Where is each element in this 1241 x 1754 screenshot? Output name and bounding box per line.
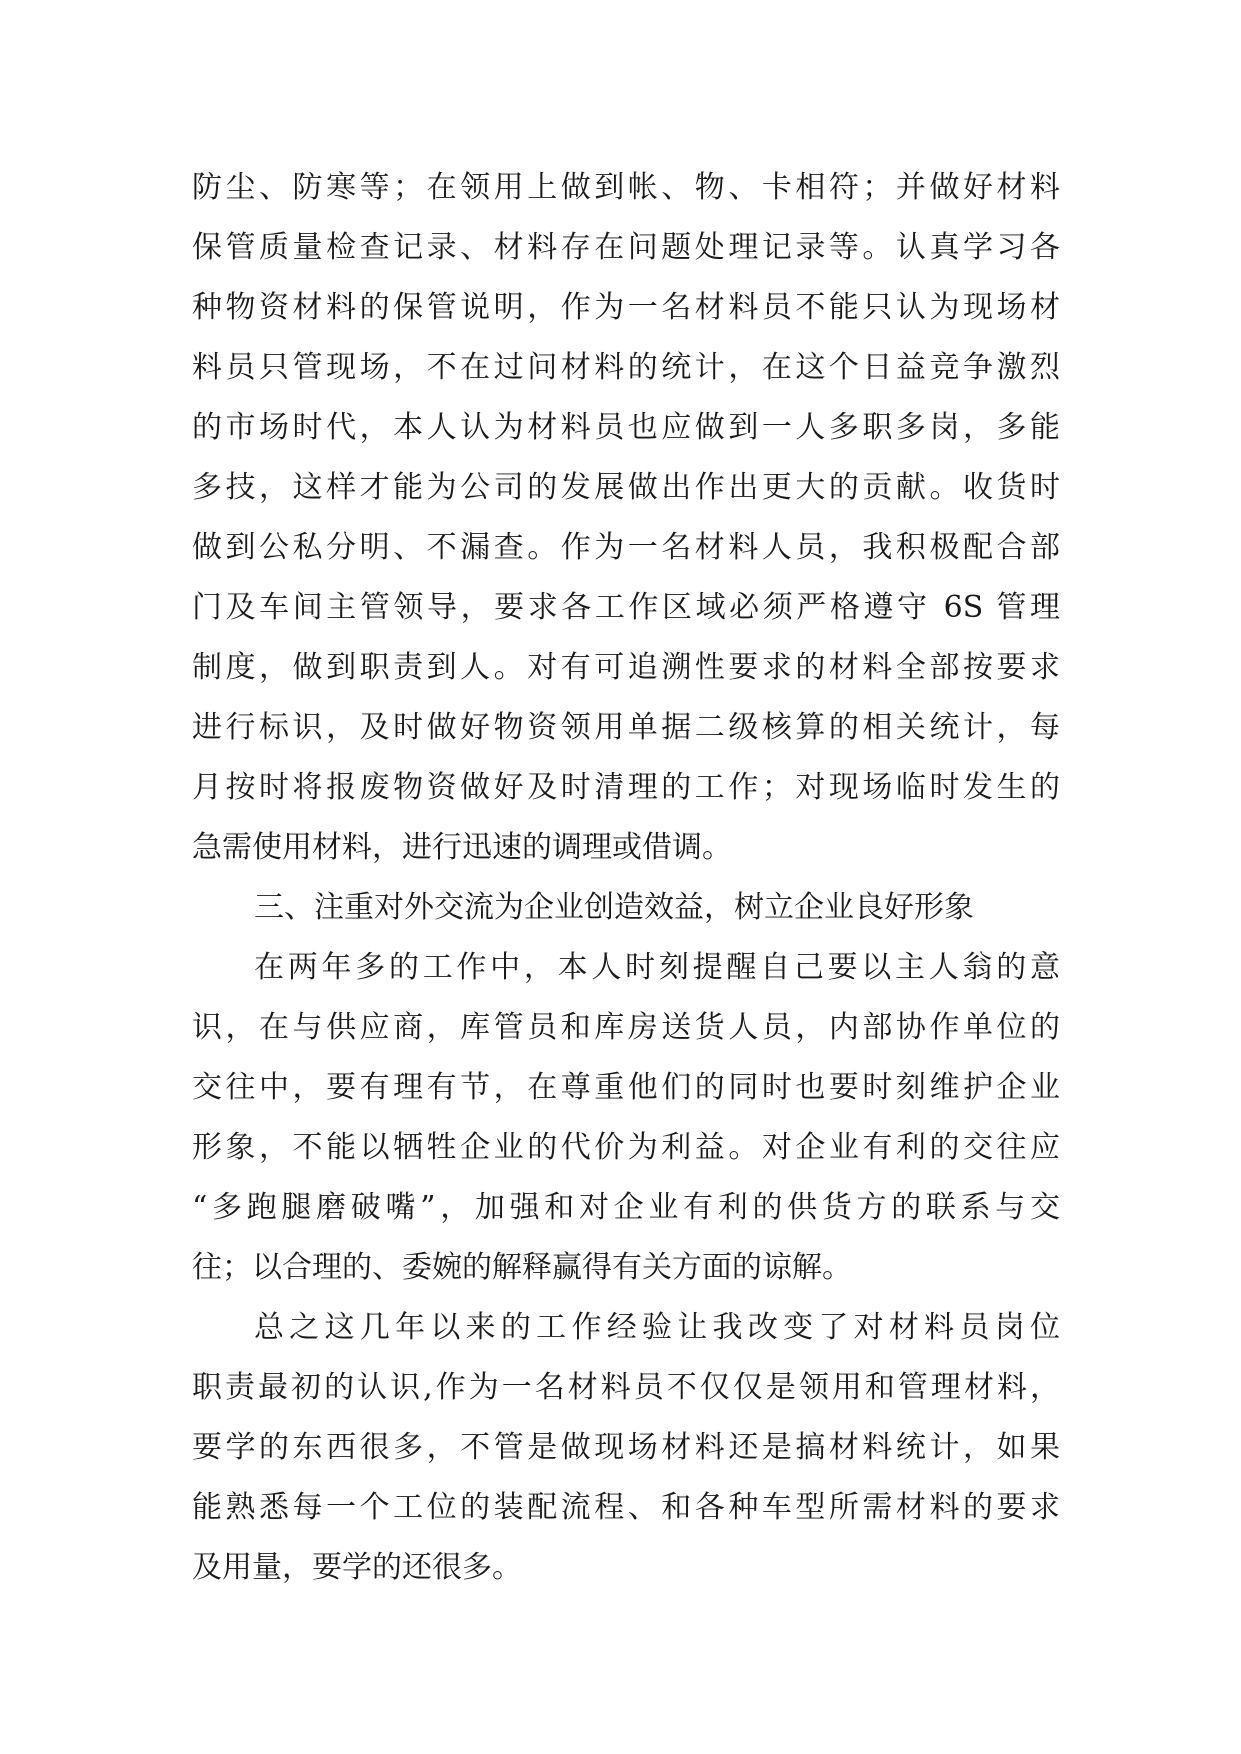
text-line: 急需使用材料，进行迅速的调理或借调。: [192, 830, 732, 865]
text-line: 识，在与供应商，库管员和库房送货人员，内部协作单位的: [192, 1010, 1060, 1045]
text-line: 往；以合理的、委婉的解释赢得有关方面的谅解。: [192, 1250, 852, 1285]
text-line: 做到公私分明、不漏查。作为一名材料人员，我积极配合部: [192, 530, 1060, 565]
paragraph: [192, 1298, 1060, 1598]
text-line: 保管质量检查记录、材料存在问题处理记录等。认真学习各: [192, 230, 1060, 265]
text-line: 多技，这样才能为公司的发展做出作出更大的贡献。收货时: [192, 470, 1060, 505]
text-line: 月按时将报废物资做好及时清理的工作；对现场临时发生的: [192, 770, 1060, 805]
text-line: 要学的东西很多，不管是做现场材料还是搞材料统计，如果: [192, 1430, 1060, 1465]
text-line: 职责最初的认识,作为一名材料员不仅仅是领用和管理材料，: [192, 1370, 1060, 1405]
body-text: [192, 158, 1060, 1598]
text-line: 的市场时代，本人认为材料员也应做到一人多职多岗，多能: [192, 410, 1060, 445]
text-line: 三、注重对外交流为企业创造效益，树立企业良好形象: [254, 890, 974, 925]
paragraph: [192, 878, 1060, 938]
text-line: 种物资材料的保管说明，作为一名材料员不能只认为现场材: [192, 290, 1060, 325]
text-line: 及用量，要学的还很多。: [192, 1550, 522, 1585]
text-line: 防尘、防寒等；在领用上做到帐、物、卡相符；并做好材料: [192, 170, 1060, 205]
text-line: 门及车间主管领导，要求各工作区域必须严格遵守 6S 管理: [192, 590, 1060, 625]
text-line: 在两年多的工作中，本人时刻提醒自己要以主人翁的意: [254, 950, 1060, 985]
paragraph: [192, 938, 1060, 1298]
text-line: 形象，不能以牺牲企业的代价为利益。对企业有利的交往应: [192, 1130, 1060, 1165]
text-line: 总之这几年以来的工作经验让我改变了对材料员岗位: [254, 1310, 1060, 1345]
paragraph: [192, 158, 1060, 878]
text-line: 料员只管现场，不在过问材料的统计，在这个日益竞争激烈: [192, 350, 1060, 385]
text-line: 交往中，要有理有节，在尊重他们的同时也要时刻维护企业: [192, 1070, 1060, 1105]
text-line: “多跑腿磨破嘴”，加强和对企业有利的供货方的联系与交: [192, 1190, 1060, 1225]
text-line: 进行标识，及时做好物资领用单据二级核算的相关统计，每: [192, 710, 1060, 745]
text-line: 能熟悉每一个工位的装配流程、和各种车型所需材料的要求: [192, 1490, 1060, 1525]
text-line: 制度，做到职责到人。对有可追溯性要求的材料全部按要求: [192, 650, 1060, 685]
